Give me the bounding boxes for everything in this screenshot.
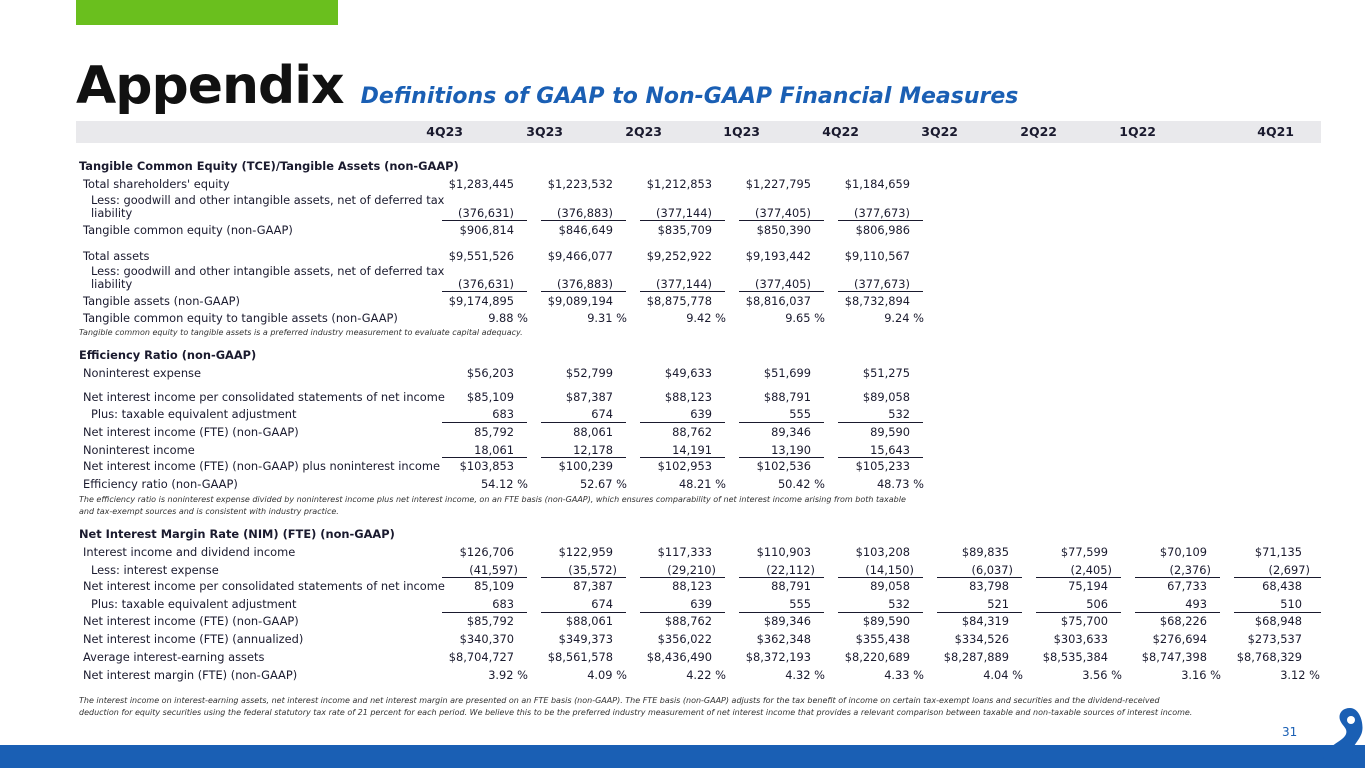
cell: 88,791	[771, 579, 811, 593]
table-row	[0, 563, 1365, 577]
cell: $1,184,659	[844, 177, 910, 191]
underline	[1234, 612, 1321, 613]
cell: (6,037)	[971, 563, 1013, 577]
row-label: Efficiency ratio (non-GAAP)	[83, 477, 238, 491]
row-label: Average interest-earning assets	[83, 650, 265, 664]
row-label: Net interest income (FTE) (non-GAAP)	[83, 614, 299, 628]
underline	[541, 422, 626, 423]
cell: (22,112)	[766, 563, 815, 577]
cell: 532	[888, 597, 910, 611]
cell: 683	[492, 407, 514, 421]
cell: 9.24 %	[884, 311, 924, 325]
cell: $85,109	[466, 390, 514, 404]
cell: 510	[1280, 597, 1302, 611]
cell: 9.88 %	[488, 311, 528, 325]
cell: $88,762	[664, 614, 712, 628]
cell: 88,061	[573, 425, 613, 439]
table-row	[0, 390, 1365, 404]
column-header-3q23: 3Q23	[526, 124, 563, 139]
cell: (14,150)	[865, 563, 914, 577]
cell: (377,405)	[755, 206, 811, 220]
cell: 674	[591, 407, 613, 421]
cell: 85,109	[474, 579, 514, 593]
cell: 75,194	[1068, 579, 1108, 593]
cell: 3.12 %	[1280, 668, 1320, 682]
underline	[442, 422, 527, 423]
cell: 4.22 %	[686, 668, 726, 682]
row-label: Tangible common equity (non-GAAP)	[83, 223, 293, 237]
cell: (29,210)	[667, 563, 716, 577]
cell: $850,390	[756, 223, 811, 237]
cell: 48.21 %	[678, 477, 726, 491]
page-title: Appendix	[76, 56, 344, 116]
cell: $8,704,727	[448, 650, 514, 664]
cell: $56,203	[466, 366, 514, 380]
footnote-nim-line1: The interest income on interest-earning assets, net interest income and net interest margin are presented on an FTE basis (non-GAAP). The FTE basis (non-GAAP) adjusts for the tax benefit of income on certain tax-exempt loans and securities and the dividend-received	[79, 696, 1160, 705]
column-header-1q22: 1Q22	[1119, 124, 1156, 139]
underline	[739, 220, 824, 221]
row-label: Total assets	[83, 249, 150, 263]
cell: $89,590	[862, 614, 910, 628]
row-label-line1: Less: goodwill and other intangible assets, net of deferred tax	[91, 264, 445, 278]
cell: $806,986	[855, 223, 910, 237]
cell: 13,190	[771, 443, 811, 457]
underline	[739, 291, 824, 292]
cell: 88,762	[672, 425, 712, 439]
cell: 493	[1185, 597, 1207, 611]
underline	[541, 291, 626, 292]
cell: $87,387	[565, 390, 613, 404]
cell: $273,537	[1247, 632, 1302, 646]
cell: (376,883)	[557, 277, 613, 291]
cell: $77,599	[1060, 545, 1108, 559]
cell: $88,791	[763, 390, 811, 404]
underline	[1036, 612, 1121, 613]
underline	[739, 577, 824, 578]
cell: $103,208	[855, 545, 910, 559]
cell: 639	[690, 407, 712, 421]
underline	[838, 612, 923, 613]
underline	[739, 457, 824, 458]
cell: $102,536	[756, 459, 811, 473]
cell: $1,212,853	[646, 177, 712, 191]
cell: 83,798	[969, 579, 1009, 593]
column-header-row	[76, 121, 1321, 143]
cell: 4.32 %	[785, 668, 825, 682]
cell: 48.73 %	[876, 477, 924, 491]
cell: 15,643	[870, 443, 910, 457]
row-label: Net interest income (FTE) (annualized)	[83, 632, 304, 646]
row-label: Noninterest income	[83, 443, 195, 457]
underline	[1234, 577, 1321, 578]
footnote-efficiency-line1: The efficiency ratio is noninterest expense divided by noninterest income plus net interest income, on an FTE basis (non-GAAP), which ensures comparability of net interest income arising from both taxable	[79, 495, 906, 504]
footer-bar	[0, 745, 1365, 768]
table-row	[0, 459, 1365, 473]
cell: (41,597)	[469, 563, 518, 577]
underline	[541, 220, 626, 221]
table-row	[0, 545, 1365, 559]
underline	[937, 612, 1022, 613]
cell: $8,768,329	[1236, 650, 1302, 664]
cell: (377,144)	[656, 206, 712, 220]
cell: $122,959	[558, 545, 613, 559]
cell: (2,405)	[1070, 563, 1112, 577]
cell: $89,058	[862, 390, 910, 404]
row-label-line1: Less: goodwill and other intangible assets, net of deferred tax	[91, 193, 445, 207]
cell: 68,438	[1262, 579, 1302, 593]
cell: 50.42 %	[777, 477, 825, 491]
cell: $71,135	[1254, 545, 1302, 559]
cell: $117,333	[657, 545, 712, 559]
column-header-2q23: 2Q23	[625, 124, 662, 139]
cell: $835,709	[657, 223, 712, 237]
cell: $303,633	[1053, 632, 1108, 646]
brand-accent-bar	[76, 0, 338, 25]
row-label: Interest income and dividend income	[83, 545, 296, 559]
cell: $8,372,193	[745, 650, 811, 664]
footnote-tce: Tangible common equity to tangible assets is a preferred industry measurement to evaluate capital adequacy.	[79, 328, 523, 337]
cell: $1,223,532	[547, 177, 613, 191]
cell: (2,376)	[1169, 563, 1211, 577]
cell: $52,799	[565, 366, 613, 380]
row-label: Plus: taxable equivalent adjustment	[91, 407, 297, 421]
table-row	[0, 194, 1365, 222]
table-row	[0, 477, 1365, 491]
cell: $9,089,194	[547, 294, 613, 308]
cell: $100,239	[558, 459, 613, 473]
cell: 3.56 %	[1082, 668, 1122, 682]
cell: 14,191	[672, 443, 712, 457]
cell: $340,370	[459, 632, 514, 646]
cell: $1,283,445	[448, 177, 514, 191]
cell: 639	[690, 597, 712, 611]
underline	[739, 612, 824, 613]
brand-ampersand-logo-icon	[1302, 700, 1365, 768]
cell: $85,792	[466, 614, 514, 628]
cell: $8,287,889	[943, 650, 1009, 664]
cell: 54.12 %	[480, 477, 528, 491]
row-label: Net interest income per consolidated statements of net income	[83, 579, 445, 593]
row-label: Tangible assets (non-GAAP)	[83, 294, 240, 308]
table-row	[0, 249, 1365, 263]
cell: $8,535,384	[1042, 650, 1108, 664]
underline	[937, 577, 1022, 578]
cell: $102,953	[657, 459, 712, 473]
cell: 521	[987, 597, 1009, 611]
underline	[442, 457, 527, 458]
section-heading-nim: Net Interest Margin Rate (NIM) (FTE) (non-GAAP)	[79, 527, 395, 541]
cell: 89,058	[870, 579, 910, 593]
cell: $9,252,922	[646, 249, 712, 263]
cell: $356,022	[657, 632, 712, 646]
cell: $355,438	[855, 632, 910, 646]
section-heading-efficiency: Efficiency Ratio (non-GAAP)	[79, 348, 257, 362]
cell: 4.04 %	[983, 668, 1023, 682]
cell: 3.16 %	[1181, 668, 1221, 682]
underline	[640, 422, 725, 423]
underline	[1135, 577, 1220, 578]
table-row	[0, 443, 1365, 457]
cell: (377,673)	[854, 206, 910, 220]
underline	[442, 612, 527, 613]
underline	[640, 220, 725, 221]
underline	[838, 422, 923, 423]
page-subtitle: Definitions of GAAP to Non-GAAP Financial Measures	[360, 84, 1019, 109]
underline	[838, 220, 923, 221]
section-heading-tce: Tangible Common Equity (TCE)/Tangible Assets (non-GAAP)	[79, 159, 459, 173]
cell: (2,697)	[1268, 563, 1310, 577]
column-header-4q23: 4Q23	[426, 124, 463, 139]
cell: 52.67 %	[579, 477, 627, 491]
underline	[442, 220, 527, 221]
cell: $103,853	[459, 459, 514, 473]
cell: $362,348	[756, 632, 811, 646]
table-row	[0, 294, 1365, 308]
cell: (376,631)	[458, 277, 514, 291]
cell: $8,436,490	[646, 650, 712, 664]
underline	[640, 291, 725, 292]
table-row	[0, 177, 1365, 191]
underline	[541, 612, 626, 613]
cell: $68,948	[1254, 614, 1302, 628]
underline	[442, 291, 527, 292]
cell: $906,814	[459, 223, 514, 237]
cell: 674	[591, 597, 613, 611]
cell: $9,193,442	[745, 249, 811, 263]
cell: (376,631)	[458, 206, 514, 220]
cell: 683	[492, 597, 514, 611]
cell: 506	[1086, 597, 1108, 611]
cell: $105,233	[855, 459, 910, 473]
cell: $75,700	[1060, 614, 1108, 628]
row-label: Net interest margin (FTE) (non-GAAP)	[83, 668, 298, 682]
underline	[541, 457, 626, 458]
cell: $8,561,578	[547, 650, 613, 664]
cell: 3.92 %	[488, 668, 528, 682]
cell: $1,227,795	[745, 177, 811, 191]
table-row	[0, 407, 1365, 421]
cell: 85,792	[474, 425, 514, 439]
page-title-block	[76, 56, 1018, 116]
column-header-3q22: 3Q22	[921, 124, 958, 139]
cell: $8,220,689	[844, 650, 910, 664]
table-row	[0, 223, 1365, 237]
cell: 89,346	[771, 425, 811, 439]
cell: 67,733	[1167, 579, 1207, 593]
row-label: Net interest income (FTE) (non-GAAP) plus noninterest income	[83, 459, 440, 473]
table-row	[0, 650, 1365, 664]
column-header-4q22: 4Q22	[822, 124, 859, 139]
cell: $8,747,398	[1141, 650, 1207, 664]
cell: 12,178	[573, 443, 613, 457]
cell: $8,875,778	[646, 294, 712, 308]
cell: (35,572)	[568, 563, 617, 577]
cell: $70,109	[1159, 545, 1207, 559]
table-row	[0, 597, 1365, 611]
table-row	[0, 265, 1365, 293]
cell: (377,144)	[656, 277, 712, 291]
row-label: Total shareholders' equity	[83, 177, 230, 191]
row-label-line2: liability	[91, 206, 133, 220]
cell: $9,110,567	[844, 249, 910, 263]
cell: (377,673)	[854, 277, 910, 291]
cell: $334,526	[954, 632, 1009, 646]
table-row	[0, 425, 1365, 439]
cell: $68,226	[1159, 614, 1207, 628]
row-label: Net interest income (FTE) (non-GAAP)	[83, 425, 299, 439]
cell: 89,590	[870, 425, 910, 439]
cell: $349,373	[558, 632, 613, 646]
cell: 87,387	[573, 579, 613, 593]
underline	[1135, 612, 1220, 613]
cell: 4.09 %	[587, 668, 627, 682]
column-header-1q23: 1Q23	[723, 124, 760, 139]
underline	[739, 422, 824, 423]
row-label: Net interest income per consolidated statements of net income	[83, 390, 445, 404]
underline	[838, 577, 923, 578]
table-row	[0, 632, 1365, 646]
cell: 88,123	[672, 579, 712, 593]
cell: 555	[789, 407, 811, 421]
cell: 9.31 %	[587, 311, 627, 325]
column-header-4q21: 4Q21	[1257, 124, 1294, 139]
table-row	[0, 668, 1365, 682]
page-number: 31	[1282, 725, 1298, 739]
cell: $49,633	[664, 366, 712, 380]
underline	[838, 291, 923, 292]
cell: $9,551,526	[448, 249, 514, 263]
cell: $51,275	[862, 366, 910, 380]
row-label: Less: interest expense	[91, 563, 219, 577]
cell: 532	[888, 407, 910, 421]
table-row	[0, 366, 1365, 380]
table-row	[0, 311, 1365, 325]
footnote-efficiency-line2: and tax-exempt sources and is consistent with industry practice.	[79, 507, 339, 516]
cell: 18,061	[474, 443, 514, 457]
cell: $126,706	[459, 545, 514, 559]
cell: $84,319	[961, 614, 1009, 628]
row-label: Plus: taxable equivalent adjustment	[91, 597, 297, 611]
cell: $8,732,894	[844, 294, 910, 308]
cell: $8,816,037	[745, 294, 811, 308]
table-row	[0, 614, 1365, 628]
cell: $110,903	[756, 545, 811, 559]
cell: 4.33 %	[884, 668, 924, 682]
cell: $88,123	[664, 390, 712, 404]
underline	[640, 612, 725, 613]
cell: $846,649	[558, 223, 613, 237]
cell: (377,405)	[755, 277, 811, 291]
underline	[442, 577, 527, 578]
underline	[838, 457, 923, 458]
cell: $89,835	[961, 545, 1009, 559]
column-header-2q22: 2Q22	[1020, 124, 1057, 139]
cell: $89,346	[763, 614, 811, 628]
cell: 9.65 %	[785, 311, 825, 325]
cell: 555	[789, 597, 811, 611]
underline	[640, 457, 725, 458]
row-label: Noninterest expense	[83, 366, 201, 380]
cell: $88,061	[565, 614, 613, 628]
row-label-line2: liability	[91, 277, 133, 291]
underline	[640, 577, 725, 578]
cell: (376,883)	[557, 206, 613, 220]
cell: $51,699	[763, 366, 811, 380]
table-row	[0, 579, 1365, 593]
footnote-nim-line2: deduction for equity securities using the federal statutory tax rate of 21 percent for each period. We believe this to be the preferred industry measurement of net interest income that provides a relevant comparison between taxable and non-taxable sources of interest income.	[79, 708, 1193, 717]
cell: $9,466,077	[547, 249, 613, 263]
row-label: Tangible common equity to tangible assets (non-GAAP)	[83, 311, 398, 325]
cell: 9.42 %	[686, 311, 726, 325]
cell: $9,174,895	[448, 294, 514, 308]
underline	[1036, 577, 1121, 578]
cell: $276,694	[1152, 632, 1207, 646]
underline	[541, 577, 626, 578]
